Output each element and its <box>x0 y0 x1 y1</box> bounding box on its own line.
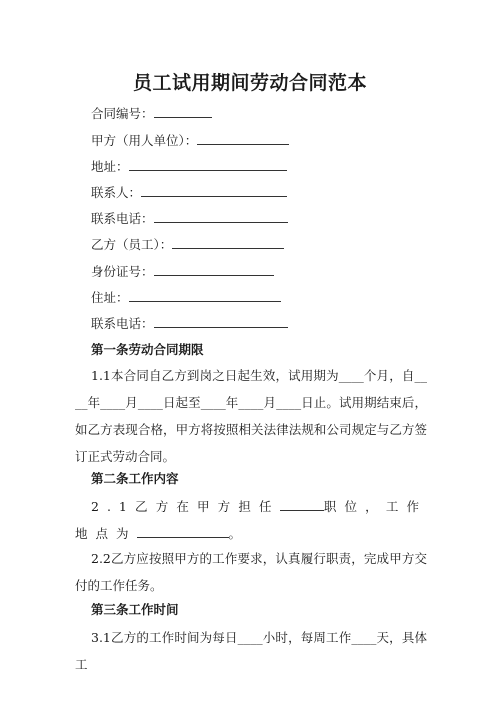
work-location-blank <box>137 526 229 538</box>
phone-b-blank <box>154 316 288 328</box>
s2-p1-part-a: 2.1乙方在甲方担任 <box>91 499 280 514</box>
address-b-label: 住址： <box>91 290 129 305</box>
party-b-label: 乙方（员工）： <box>91 237 173 252</box>
contact-person-field <box>91 185 287 201</box>
contact-person-label: 联系人： <box>91 185 142 200</box>
contract-number-label: 合同编号： <box>91 106 154 121</box>
address-a-field <box>91 159 287 175</box>
party-b-blank <box>172 237 284 249</box>
document-title: 员工试用期间劳动合同范本 <box>132 72 367 94</box>
position-blank <box>280 499 324 511</box>
phone-a-label: 联系电话： <box>91 211 154 226</box>
section-3-heading: 第三条工作时间 <box>91 602 179 617</box>
party-a-blank <box>197 133 289 145</box>
s2-p1-part-b: 职位，工作地点为 <box>75 499 427 541</box>
section-2-paragraph-1 <box>75 493 427 547</box>
section-1-heading: 第一条劳动合同期限 <box>91 342 204 357</box>
address-a-blank <box>129 159 287 171</box>
address-b-field <box>91 290 281 306</box>
address-a-label: 地址： <box>91 159 129 174</box>
section-2-paragraph-2: 2.2乙方应按照甲方的工作要求，认真履行职责，完成甲方交付的工作任务。 <box>75 551 427 593</box>
id-number-field <box>91 264 274 280</box>
section-3-paragraph-1: 3.1乙方的工作时间为每日____小时，每周工作____天，具体工 <box>75 630 427 672</box>
section-2-heading: 第二条工作内容 <box>91 471 179 486</box>
phone-a-blank <box>154 211 288 223</box>
phone-b-field <box>91 316 288 332</box>
s2-p1-part-c: 。 <box>228 526 250 541</box>
contact-person-blank <box>141 185 287 197</box>
party-a-field <box>91 133 289 149</box>
party-a-label: 甲方（用人单位）： <box>91 133 198 148</box>
id-number-label: 身份证号： <box>91 264 154 279</box>
section-1-paragraph-1: 1.1本合同自乙方到岗之日起生效，试用期为____个月，自____年____月____日起至____年____月____日止。试用期结束后，如乙方表现合格，甲方将按照相关法律法规和公司规定与乙方签订正式劳动合同。 <box>75 368 427 464</box>
phone-b-label: 联系电话： <box>91 316 154 331</box>
contract-number-blank <box>154 106 212 118</box>
id-number-blank <box>154 264 274 276</box>
contract-number-field <box>91 106 212 122</box>
phone-a-field <box>91 211 288 227</box>
address-b-blank <box>129 290 281 302</box>
party-b-field <box>91 237 284 253</box>
